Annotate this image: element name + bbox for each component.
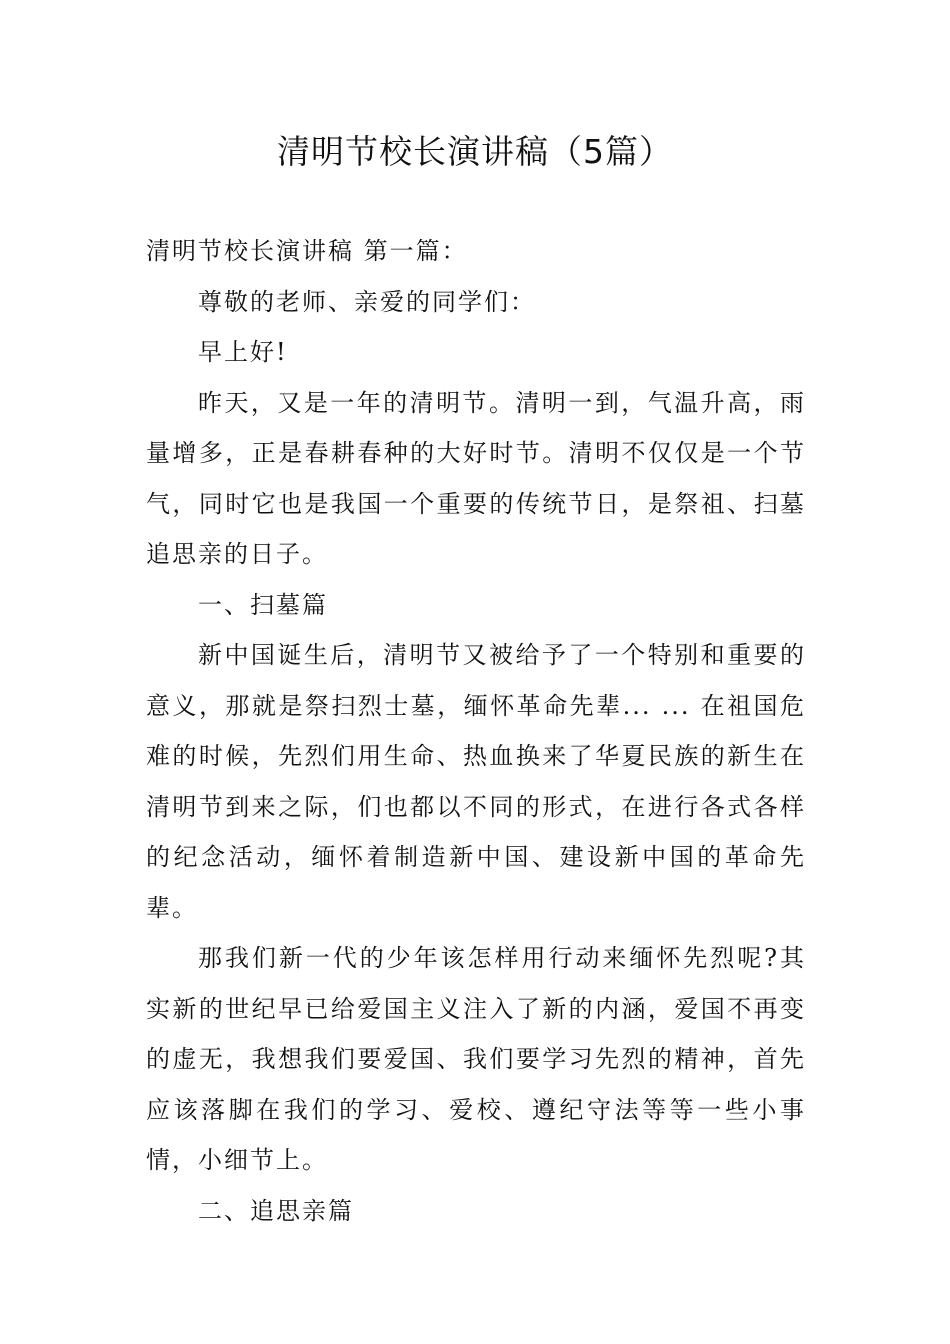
document-body xyxy=(146,226,806,1236)
salutation: 尊敬的老师、亲爱的同学们： xyxy=(198,287,536,316)
subheading-tomb-sweeping: 一、扫墓篇 xyxy=(198,590,328,619)
subheading-remembrance: 二、追思亲篇 xyxy=(198,1196,354,1225)
document-title: 清明节校长演讲稿（5篇） xyxy=(277,132,673,171)
paragraph-martyrs: 新中国诞生后，清明节又被给予了一个特别和重要的意义，那就是祭扫烈士墓，缅怀革命先辈... ... 在祖国危难的时候，先烈们用生命、热血换来了华夏民族的新生在清明节到来之际，们也都以不同的形式，在进行各式各样的纪念活动，缅怀着制造新中国、建设新中国的革命先辈。 xyxy=(146,641,806,922)
paragraph-new-generation: 那我们新一代的少年该怎样用行动来缅怀先烈呢?其实新的世纪早已给爱国主义注入了新的内涵，爱国不再变的虚无，我想我们要爱国、我们要学习先烈的精神，首先应该落脚在我们的学习、爱校、遵纪守法等等一些小事情，小细节上。 xyxy=(146,944,806,1174)
greeting: 早上好! xyxy=(198,338,288,366)
section-heading: 清明节校长演讲稿 第一篇： xyxy=(146,237,468,265)
paragraph-intro: 昨天，又是一年的清明节。清明一到，气温升高，雨量增多，正是春耕春种的大好时节。清明不仅仅是一个节气，同时它也是我国一个重要的传统节日，是祭祖、扫墓追思亲的日子。 xyxy=(146,388,806,568)
